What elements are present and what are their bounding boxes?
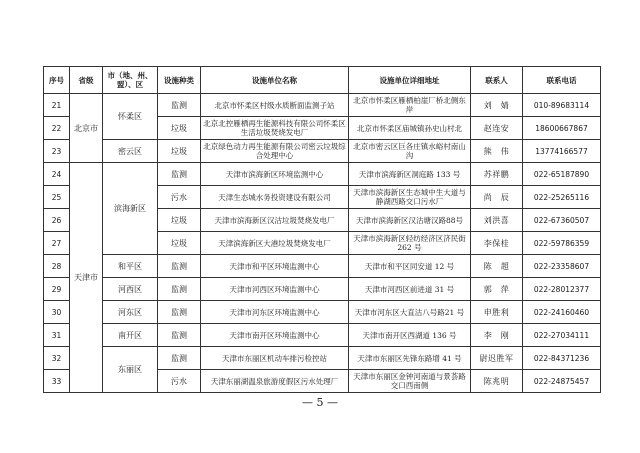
cell-province-beijing: 北京市: [70, 94, 103, 163]
cell-name: 北京绿色动力再生能源有限公司密云垃圾综合处理中心: [201, 140, 349, 163]
cell-phone: 022-65187890: [523, 163, 601, 186]
cell-contact: 李 刚: [471, 324, 523, 347]
cell-name: 天津生态城水务投资建设有限公司: [201, 186, 349, 209]
table-row: [44, 301, 601, 324]
cell-seq: 27: [44, 232, 70, 255]
cell-phone: 010-89683114: [523, 94, 601, 117]
cell-type: 垃圾: [158, 209, 201, 232]
cell-type: 监测: [158, 255, 201, 278]
cell-address: 天津市河西区前进道 31 号: [349, 278, 471, 301]
cell-phone: 022-28012377: [523, 278, 601, 301]
header-seq: 序号: [44, 67, 70, 94]
header-contact: 联系人: [471, 67, 523, 94]
cell-seq: 21: [44, 94, 70, 117]
cell-contact: 李保桂: [471, 232, 523, 255]
cell-phone: 022-67360507: [523, 209, 601, 232]
page-number: — 5 —: [302, 396, 338, 409]
cell-name: 北京北控雁栖再生能源科技有限公司怀柔区生活垃圾焚烧发电厂: [201, 117, 349, 140]
cell-type: 监测: [158, 324, 201, 347]
cell-phone: 18600667867: [523, 117, 601, 140]
cell-city-heping: 和平区: [103, 255, 158, 278]
cell-seq: 25: [44, 186, 70, 209]
cell-phone: 022-84371236: [523, 347, 601, 370]
cell-contact: 熊 伟: [471, 140, 523, 163]
cell-type: 垃圾: [158, 117, 201, 140]
cell-address: 北京市怀柔区庙城镇孙史山村北: [349, 117, 471, 140]
cell-contact: 尚 辰: [471, 186, 523, 209]
cell-address: 天津市南开区西湖道 136 号: [349, 324, 471, 347]
cell-contact: 刘洪喜: [471, 209, 523, 232]
header-city: 市（地、州、盟）、区: [103, 67, 158, 94]
cell-city-miyun: 密云区: [103, 140, 158, 163]
cell-name: 天津市滨海新区环境监测中心: [201, 163, 349, 186]
table-row: [44, 347, 601, 370]
table-row: [44, 324, 601, 347]
table-row: [44, 140, 601, 163]
cell-type: 垃圾: [158, 232, 201, 255]
cell-address: 北京市密云区巨各庄镇水峪村南山沟: [349, 140, 471, 163]
table-header-row: [44, 67, 601, 94]
cell-seq: 28: [44, 255, 70, 278]
cell-type: 监测: [158, 301, 201, 324]
cell-name: 天津市东丽区机动车排污检控站: [201, 347, 349, 370]
cell-type: 污水: [158, 370, 201, 393]
table-row: [44, 163, 601, 186]
header-province: 省级: [70, 67, 103, 94]
cell-address: 天津市滨海新区洞庭路 133 号: [349, 163, 471, 186]
cell-address: 天津市滨海新区汉沽塘汉路88号: [349, 209, 471, 232]
cell-address: 天津市滨海新区轻纺经济区济民街 262 号: [349, 232, 471, 255]
cell-address: 天津市东丽区先锋东路增 41 号: [349, 347, 471, 370]
cell-contact: 陈 超: [471, 255, 523, 278]
facility-table: [43, 66, 601, 393]
cell-seq: 31: [44, 324, 70, 347]
cell-address: 天津市滨海新区生态城中生大道与静湖西路交口污水厂: [349, 186, 471, 209]
cell-type: 监测: [158, 94, 201, 117]
cell-type: 污水: [158, 186, 201, 209]
cell-phone: 022-25265116: [523, 186, 601, 209]
table-row: [44, 255, 601, 278]
cell-seq: 26: [44, 209, 70, 232]
cell-seq: 32: [44, 347, 70, 370]
cell-contact: 苏祥鹏: [471, 163, 523, 186]
cell-name: 天津东丽湖温泉旅游度假区污水处理厂: [201, 370, 349, 393]
cell-type: 监测: [158, 347, 201, 370]
cell-province-tianjin: 天津市: [70, 163, 103, 393]
cell-seq: 23: [44, 140, 70, 163]
cell-phone: 022-24160460: [523, 301, 601, 324]
cell-type: 监测: [158, 163, 201, 186]
cell-address: 天津市河东区大直沽八号路21 号: [349, 301, 471, 324]
cell-contact: 申胜利: [471, 301, 523, 324]
cell-contact: 郭 萍: [471, 278, 523, 301]
cell-address: 天津市和平区同安道 12 号: [349, 255, 471, 278]
cell-city-hexi: 河西区: [103, 278, 158, 301]
cell-contact: 陈兆明: [471, 370, 523, 393]
cell-contact: 赵连安: [471, 117, 523, 140]
header-address: 设施单位详细地址: [349, 67, 471, 94]
cell-phone: 13774166577: [523, 140, 601, 163]
header-type: 设施种类: [158, 67, 201, 94]
cell-city-nankai: 南开区: [103, 324, 158, 347]
header-phone: 联系电话: [523, 67, 601, 94]
cell-type: 垃圾: [158, 140, 201, 163]
cell-phone: 022-23358607: [523, 255, 601, 278]
cell-seq: 30: [44, 301, 70, 324]
cell-phone: 022-27034111: [523, 324, 601, 347]
cell-address: 北京市怀柔区雁栖柏崖厂桥北侧东岸: [349, 94, 471, 117]
cell-phone: 022-59786359: [523, 232, 601, 255]
cell-seq: 22: [44, 117, 70, 140]
cell-name: 天津市和平区环境监测中心: [201, 255, 349, 278]
header-name: 设施单位名称: [201, 67, 349, 94]
cell-name: 天津市滨海新区汉沽垃圾焚烧发电厂: [201, 209, 349, 232]
cell-city-binhai: 滨海新区: [103, 163, 158, 255]
cell-seq: 33: [44, 370, 70, 393]
cell-name: 北京市怀柔区村级水质断面监测子站: [201, 94, 349, 117]
cell-name: 天津市河东区环境监测中心: [201, 301, 349, 324]
cell-type: 监测: [158, 278, 201, 301]
cell-name: 天津滨海新区大港垃圾焚烧发电厂: [201, 232, 349, 255]
cell-address: 天津市东丽区金钟河南道与景荟路交口西南侧: [349, 370, 471, 393]
cell-contact: 刘 婧: [471, 94, 523, 117]
table-row: [44, 94, 601, 117]
cell-contact: 尉迟胜军: [471, 347, 523, 370]
cell-name: 天津市河西区环境监测中心: [201, 278, 349, 301]
cell-seq: 24: [44, 163, 70, 186]
cell-city-hedong: 河东区: [103, 301, 158, 324]
cell-name: 天津市南开区环境监测中心: [201, 324, 349, 347]
cell-phone: 022-24875457: [523, 370, 601, 393]
cell-seq: 29: [44, 278, 70, 301]
cell-city-dongli: 东丽区: [103, 347, 158, 393]
cell-city-huairou: 怀柔区: [103, 94, 158, 140]
table-row: [44, 278, 601, 301]
